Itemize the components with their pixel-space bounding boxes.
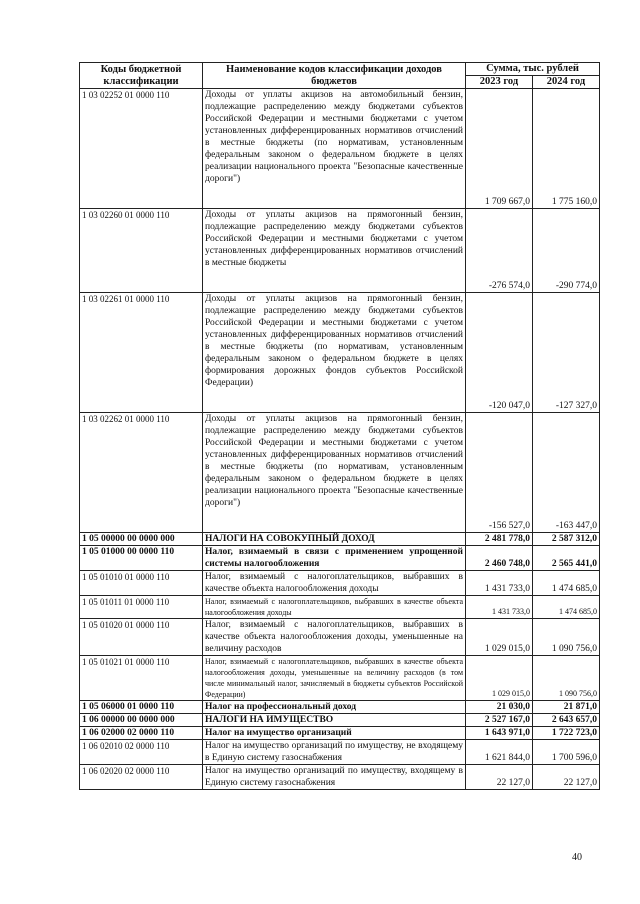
row-code: 1 05 01010 01 0000 110 [80, 571, 203, 596]
row-name: Налог на имущество организаций по имуществу, входящему в Единую систему газоснабжения [203, 765, 466, 790]
row-name: Налог на имущество организаций [203, 727, 466, 740]
row-name: Налог, взимаемый с налогоплательщиков, выбравших в качестве объекта налогообложения доходы, уменьшенные на величину расходов (в том числе минимальный налог, зачисляемый в бюджеты субъектов Российской Федерации) [203, 656, 466, 701]
row-name: Доходы от уплаты акцизов на автомобильный бензин, подлежащие распределению между бюджетами субъектов Российской Федерации и местными бюджетами с учетом установленных дифференцированных нормативов отчислений в местные бюджеты (по нормативам, установленным федеральным законом о федеральном бюджете в целях реализации национального проекта "Безопасные качественные дороги") [203, 89, 466, 209]
table-row [80, 89, 600, 209]
row-name: Налог на профессиональный доход [203, 701, 466, 714]
row-value-2024: 22 127,0 [533, 765, 600, 790]
row-value-2024: -127 327,0 [533, 293, 600, 413]
row-value-2023: 22 127,0 [466, 765, 533, 790]
row-name: Доходы от уплаты акцизов на прямогонный бензин, подлежащие распределению между бюджетами субъектов Российской Федерации и местными бюджетами с учетом установленных дифференцированных нормативов отчислений в местные бюджеты (по нормативам, установленным федеральным законом о федеральном бюджете в целях реализации национального проекта "Безопасные качественные дороги") [203, 413, 466, 533]
row-code: 1 05 06000 01 0000 110 [80, 701, 203, 714]
row-name: Налог на имущество организаций по имуществу, не входящему в Единую систему газоснабжения [203, 740, 466, 765]
row-value-2023: 21 030,0 [466, 701, 533, 714]
row-value-2023: 1 643 971,0 [466, 727, 533, 740]
budget-table-page [79, 62, 599, 790]
row-code: 1 05 00000 00 0000 000 [80, 533, 203, 546]
table-row [80, 209, 600, 293]
row-value-2023: 2 460 748,0 [466, 546, 533, 571]
row-value-2024: 21 871,0 [533, 701, 600, 714]
row-code: 1 05 01020 01 0000 110 [80, 619, 203, 656]
table-row [80, 571, 600, 596]
row-name: Налог, взимаемый с налогоплательщиков, выбравших в качестве объекта налогообложения доходы, уменьшенные на величину расходов [203, 619, 466, 656]
table-row [80, 765, 600, 790]
table-row [80, 619, 600, 656]
col-header-year-2023: 2023 год [466, 76, 533, 89]
row-code: 1 06 00000 00 0000 000 [80, 714, 203, 727]
row-code: 1 06 02010 02 0000 110 [80, 740, 203, 765]
row-value-2023: 1 029 015,0 [466, 619, 533, 656]
row-value-2023: 2 481 778,0 [466, 533, 533, 546]
table-row-section [80, 714, 600, 727]
row-value-2024: 2 643 657,0 [533, 714, 600, 727]
row-name: НАЛОГИ НА СОВОКУПНЫЙ ДОХОД [203, 533, 466, 546]
row-code: 1 03 02252 01 0000 110 [80, 89, 203, 209]
table-row-subsection [80, 701, 600, 714]
row-code: 1 03 02262 01 0000 110 [80, 413, 203, 533]
page-number: 40 [572, 852, 582, 863]
col-header-code: Коды бюджетной классификации [80, 63, 203, 89]
row-code: 1 05 01011 01 0000 110 [80, 596, 203, 619]
row-value-2023: 1 431 733,0 [466, 571, 533, 596]
row-value-2024: 1 090 756,0 [533, 619, 600, 656]
row-value-2023: 1 621 844,0 [466, 740, 533, 765]
row-value-2024: 1 090 756,0 [533, 656, 600, 701]
row-value-2024: 1 474 685,0 [533, 571, 600, 596]
row-value-2024: 2 587 312,0 [533, 533, 600, 546]
row-value-2023: -276 574,0 [466, 209, 533, 293]
row-value-2024: 1 722 723,0 [533, 727, 600, 740]
row-name: Доходы от уплаты акцизов на прямогонный бензин, подлежащие распределению между бюджетами субъектов Российской Федерации и местными бюджетами с учетом установленных дифференцированных нормативов отчислений в местные бюджеты [203, 209, 466, 293]
row-value-2024: 1 474 685,0 [533, 596, 600, 619]
row-code: 1 03 02260 01 0000 110 [80, 209, 203, 293]
row-code: 1 03 02261 01 0000 110 [80, 293, 203, 413]
row-code: 1 06 02000 02 0000 110 [80, 727, 203, 740]
row-code: 1 05 01021 01 0000 110 [80, 656, 203, 701]
row-value-2024: 2 565 441,0 [533, 546, 600, 571]
row-value-2024: -290 774,0 [533, 209, 600, 293]
table-row [80, 596, 600, 619]
row-value-2023: -156 527,0 [466, 413, 533, 533]
row-value-2023: 1 029 015,0 [466, 656, 533, 701]
row-value-2023: 2 527 167,0 [466, 714, 533, 727]
row-name: Доходы от уплаты акцизов на прямогонный бензин, подлежащие распределению между бюджетами субъектов Российской Федерации и местными бюджетами с учетом установленных дифференцированных нормативов отчислений в местные бюджеты (по нормативам, установленным федеральным законом о федеральном бюджете в целях формирования дорожных фондов субъектов Российской Федерации) [203, 293, 466, 413]
row-name: Налог, взимаемый с налогоплательщиков, выбравших в качестве объекта налогообложения доходы [203, 571, 466, 596]
table-row-section [80, 533, 600, 546]
row-name: НАЛОГИ НА ИМУЩЕСТВО [203, 714, 466, 727]
row-value-2024: 1 700 596,0 [533, 740, 600, 765]
col-header-name: Наименование кодов классификации доходов бюджетов [203, 63, 466, 89]
row-value-2023: -120 047,0 [466, 293, 533, 413]
table-row-subsection [80, 727, 600, 740]
row-value-2024: 1 775 160,0 [533, 89, 600, 209]
table-row [80, 740, 600, 765]
col-header-sum: Сумма, тыс. рублей [466, 63, 600, 76]
table-row-subsection [80, 546, 600, 571]
row-name: Налог, взимаемый в связи с применением упрощенной системы налогообложения [203, 546, 466, 571]
row-value-2023: 1 709 667,0 [466, 89, 533, 209]
budget-classification-table [79, 62, 600, 790]
row-value-2023: 1 431 733,0 [466, 596, 533, 619]
table-row [80, 656, 600, 701]
row-code: 1 05 01000 00 0000 110 [80, 546, 203, 571]
table-row [80, 413, 600, 533]
row-code: 1 06 02020 02 0000 110 [80, 765, 203, 790]
table-row [80, 293, 600, 413]
col-header-year-2024: 2024 год [533, 76, 600, 89]
row-name: Налог, взимаемый с налогоплательщиков, выбравших в качестве объекта налогообложения доходы [203, 596, 466, 619]
row-value-2024: -163 447,0 [533, 413, 600, 533]
